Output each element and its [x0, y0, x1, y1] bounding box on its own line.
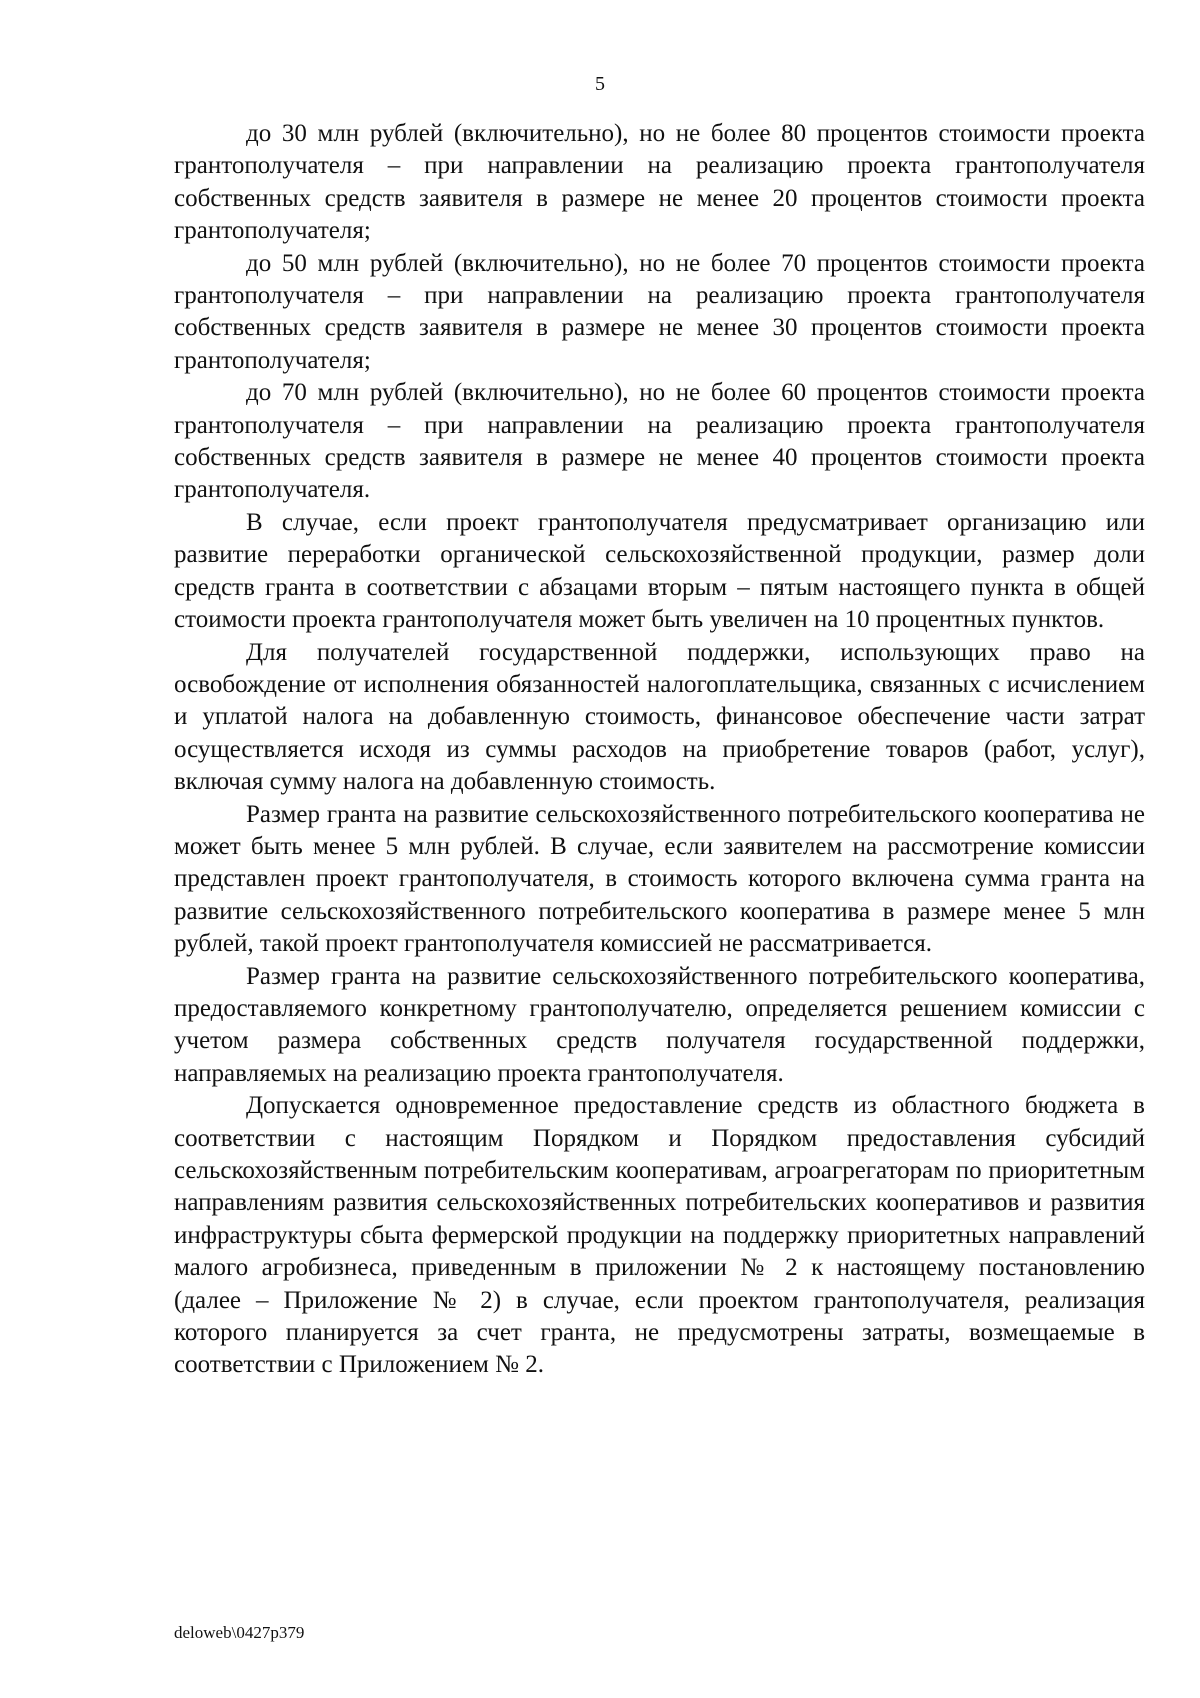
page-number: 5 — [595, 73, 605, 95]
paragraph-organic-processing: В случае, если проект грантополучателя предусматривает организацию или развитие переработки органической сельскохозяйственной продукции, размер доли средств гранта в соответствии с абзацами вторым – пятым настоящего пункта в общей стоимости проекта грантополучателя может быть увеличен на 10 процентных пунктов. — [174, 508, 1145, 634]
paragraph-grant-30mln: до 30 млн рублей (включительно), но не более 80 процентов стоимости проекта грантополучателя – при направлении на реализацию проекта грантополучателя собственных средств заявителя в размере не менее 20 процентов стоимости проекта грантополучателя; — [174, 120, 1145, 245]
paragraph-min-grant-size: Размер гранта на развитие сельскохозяйственного потребительского кооператива не может быть менее 5 млн рублей. В случае, если заявителем на рассмотрение комиссии представлен проект грантополучателя, в стоимость которого включена сумма гранта на развитие сельскохозяйственного потребительского кооператива в размере менее 5 млн рублей, такой проект грантополучателя комиссией не рассматривается. — [174, 800, 1145, 958]
paragraph-grant-70mln: до 70 млн рублей (включительно), но не более 60 процентов стоимости проекта грантополучателя – при направлении на реализацию проекта грантополучателя собственных средств заявителя в размере не менее 40 процентов стоимости проекта грантополучателя. — [174, 379, 1145, 504]
paragraph-simultaneous-funding: Допускается одновременное предоставление средств из областного бюджета в соответствии с настоящим Порядком и Порядком предоставления субсидий сельскохозяйственным потребительским кооперативам, агроагрегаторам по приоритетным направлениям развития сельскохозяйственных потребительских кооперативов и развития инфраструктуры сбыта фермерской продукции на поддержку приоритетных направлений малого агробизнеса, приведенным в приложении № 2 к настоящему постановлению (далее – Приложение № 2) в случае, если проектом грантополучателя, реализация которого планируется за счет гранта, не предусмотрены затраты, возмещаемые в соответствии с Приложением № 2. — [174, 1092, 1145, 1379]
paragraph-vat-exemption: Для получателей государственной поддержки, использующих право на освобождение от исполнения обязанностей налогоплательщика, связанных с исчислением и уплатой налога на добавленную стоимость, финансовое обеспечение части затрат осуществляется исходя из суммы расходов на приобретение товаров (работ, услуг), включая сумму налога на добавленную стоимость. — [174, 638, 1145, 796]
paragraph-grant-size-decision: Размер гранта на развитие сельскохозяйственного потребительского кооператива, предоставляемого конкретному грантополучателю, определяется решением комиссии с учетом размера собственных средств получателя государственной поддержки, направляемых на реализацию проекта грантополучателя. — [174, 962, 1145, 1087]
document-body — [174, 118, 1145, 1382]
document-footer-code: deloweb\0427p379 — [174, 1623, 305, 1642]
paragraph-grant-50mln: до 50 млн рублей (включительно), но не более 70 процентов стоимости проекта грантополучателя – при направлении на реализацию проекта грантополучателя собственных средств заявителя в размере не менее 30 процентов стоимости проекта грантополучателя; — [174, 249, 1145, 374]
